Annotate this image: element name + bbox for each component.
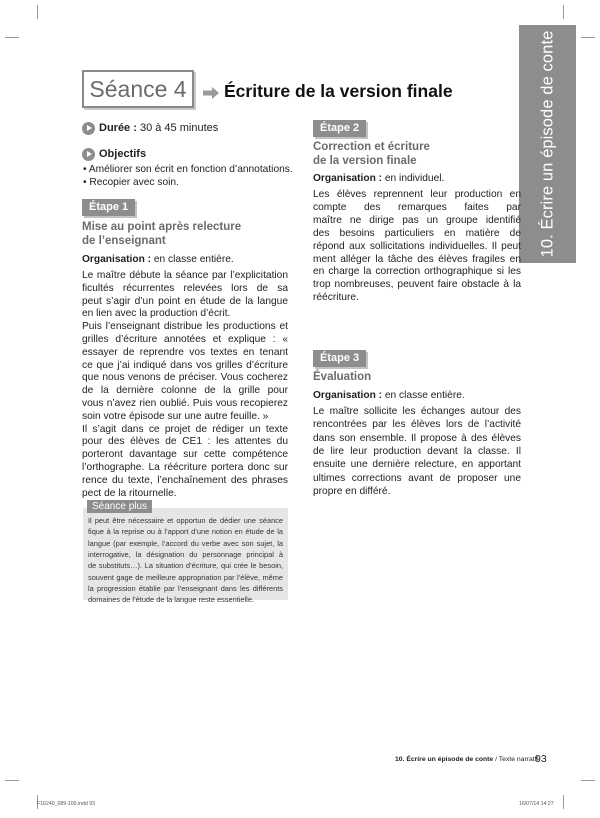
text-line: Le maître débute la séance par l’explicitation: [82, 270, 288, 281]
text-line: pect de la ritournelle.: [82, 487, 177, 499]
text-line: Le maître sollicite les échanges autour des: [313, 406, 521, 417]
text-line: rencontrées par les élèves lors de l’activité: [313, 419, 521, 431]
text-line: rence du texte, l’enchaînement des phrases: [82, 474, 288, 486]
text-line: la progression établie par l’enseignant dans les différents: [88, 583, 283, 593]
seance-label-box: [82, 70, 194, 108]
etape-1-organisation: [82, 253, 234, 266]
page-title: Écriture de la version finale: [224, 81, 453, 101]
organisation-value: en classe entière.: [382, 390, 465, 401]
text-line: propre en différé.: [313, 485, 391, 497]
text-line: ensuite une dernière relecture, en apportant: [313, 459, 521, 471]
running-footer: [395, 756, 538, 763]
crop-mark: [5, 37, 19, 38]
page-number: 93: [535, 753, 547, 765]
text-line: ce que j’ai indiqué dans vos grilles d’écriture: [82, 359, 288, 371]
etape-2-title: de la version finale: [313, 155, 417, 167]
play-bullet-icon: [82, 122, 95, 135]
text-line: dans son ensemble. Il propose à des élèves: [313, 432, 521, 444]
text-line: pour des élèves de CE1 : les attentes du: [82, 436, 288, 448]
text-line: ficultés récurrentes relevées lors de sa: [82, 282, 288, 294]
text-line: peut s’agir d’un point en étude de la langue: [82, 295, 288, 307]
footer-chapter: 10. Écrire un épisode de conte: [395, 756, 494, 763]
text-line: domaines de l’étude de la langue reste essentielle.: [88, 595, 254, 605]
duree-line: [99, 122, 218, 135]
etape-3-title: Évaluation: [313, 371, 372, 383]
text-line: fique à la reprise ou à l’apport d’une notion en étude de la: [88, 527, 283, 537]
duree-label: Durée :: [99, 122, 140, 134]
objectif-item: • Améliorer son écrit en fonction d’annotations.: [83, 164, 293, 175]
organisation-label: Organisation :: [313, 173, 383, 184]
etape-2-title: Correction et écriture: [313, 141, 430, 153]
text-line: souvent gage de meilleure appropriation par l’élève, même: [88, 572, 283, 582]
duree-value: 30 à 45 minutes: [139, 122, 219, 134]
text-line: soin votre épisode sur une autre feuille. »: [82, 410, 269, 422]
etape-1-title: de l’enseignant: [82, 235, 166, 247]
text-line: Il peut être nécessaire et opportun de dédier une séance: [88, 516, 283, 525]
text-line: grilles d’écriture annotées et explique : «: [82, 334, 288, 345]
footer-section: / Texte narratif: [493, 756, 539, 763]
etape-2-badge: Étape 2: [313, 120, 366, 137]
etape-3-badge: Étape 3: [313, 350, 366, 367]
text-line: en lien avec la production d’écrit.: [82, 308, 231, 320]
crop-mark: [37, 5, 38, 19]
text-line: vous n’avez rien oublié. Puis vous recopierez: [82, 398, 288, 409]
crop-mark: [581, 37, 595, 38]
slug-file: F16240_089-100.indd 93: [37, 801, 95, 807]
organisation-label: Organisation :: [82, 254, 152, 265]
chapter-side-tab-label: 10. Écrire un épisode de conte: [538, 30, 557, 258]
text-line: l’orthographe. La réécriture portera donc sur: [82, 462, 288, 473]
organisation-value: en individuel.: [382, 173, 445, 184]
etape-1-badge: Étape 1: [82, 199, 135, 216]
seance-plus-label: Séance plus: [87, 500, 152, 513]
objectifs-heading: Objectifs: [99, 148, 147, 160]
slug-date: 16/07/14 14:27: [519, 801, 554, 807]
text-line: trop nombreuses, peuvent faire obstacle à la: [313, 279, 521, 291]
crop-mark: [5, 780, 19, 781]
text-line: maître ne dirige pas un groupe identifié: [313, 214, 521, 226]
organisation-label: Organisation :: [313, 390, 383, 401]
crop-mark: [563, 795, 564, 809]
text-line: Les élèves reprennent leur production en: [313, 189, 521, 200]
crop-mark: [563, 5, 564, 19]
text-line: ment alléger la tâche des élèves fragiles en: [313, 253, 521, 265]
play-bullet-icon: [82, 148, 95, 161]
etape-1-title: Mise au point après relecture: [82, 221, 242, 233]
text-line: des besoins particuliers en matière de: [313, 227, 521, 239]
text-line: de la dernière colonne de la grille pour: [82, 385, 288, 397]
text-line: de substituts…). La situation d’écriture, qui crée le besoin,: [88, 561, 283, 571]
text-line: essayer de reprendre vos textes en tenant: [82, 346, 288, 358]
text-line: répond aux sollicitations individuelles. Il peut: [313, 240, 521, 252]
text-line: en charge la correction orthographique si les: [313, 266, 521, 278]
text-line: réécriture.: [313, 292, 359, 304]
text-line: compte des remarques faites par: [313, 201, 521, 213]
text-line: porteront davantage sur cette compétence: [82, 449, 288, 461]
text-line: de lire leur production devant la classe. Il: [313, 445, 521, 457]
text-line: langue (par exemple, l’accord du verbe avec son sujet, la: [88, 538, 283, 548]
text-line: Il s’agit dans ce projet de rédiger un texte: [82, 423, 288, 435]
organisation-value: en classe entière.: [151, 254, 234, 265]
seance-label: Séance 4: [89, 76, 187, 102]
crop-mark: [581, 780, 595, 781]
text-line: que nous venons de préciser. Vous cocherez: [82, 372, 288, 384]
text-line: ultimes corrections avant de proposer une: [313, 472, 521, 484]
objectif-item: • Recopier avec soin.: [83, 177, 179, 188]
etape-3-organisation: [313, 389, 465, 402]
text-line: Puis l’enseignant distribue les productions et: [82, 321, 288, 333]
text-line: interrogative, la désignation du personnage principal à: [88, 549, 283, 559]
arrow-right-icon: [203, 87, 219, 99]
etape-2-organisation: [313, 172, 444, 185]
